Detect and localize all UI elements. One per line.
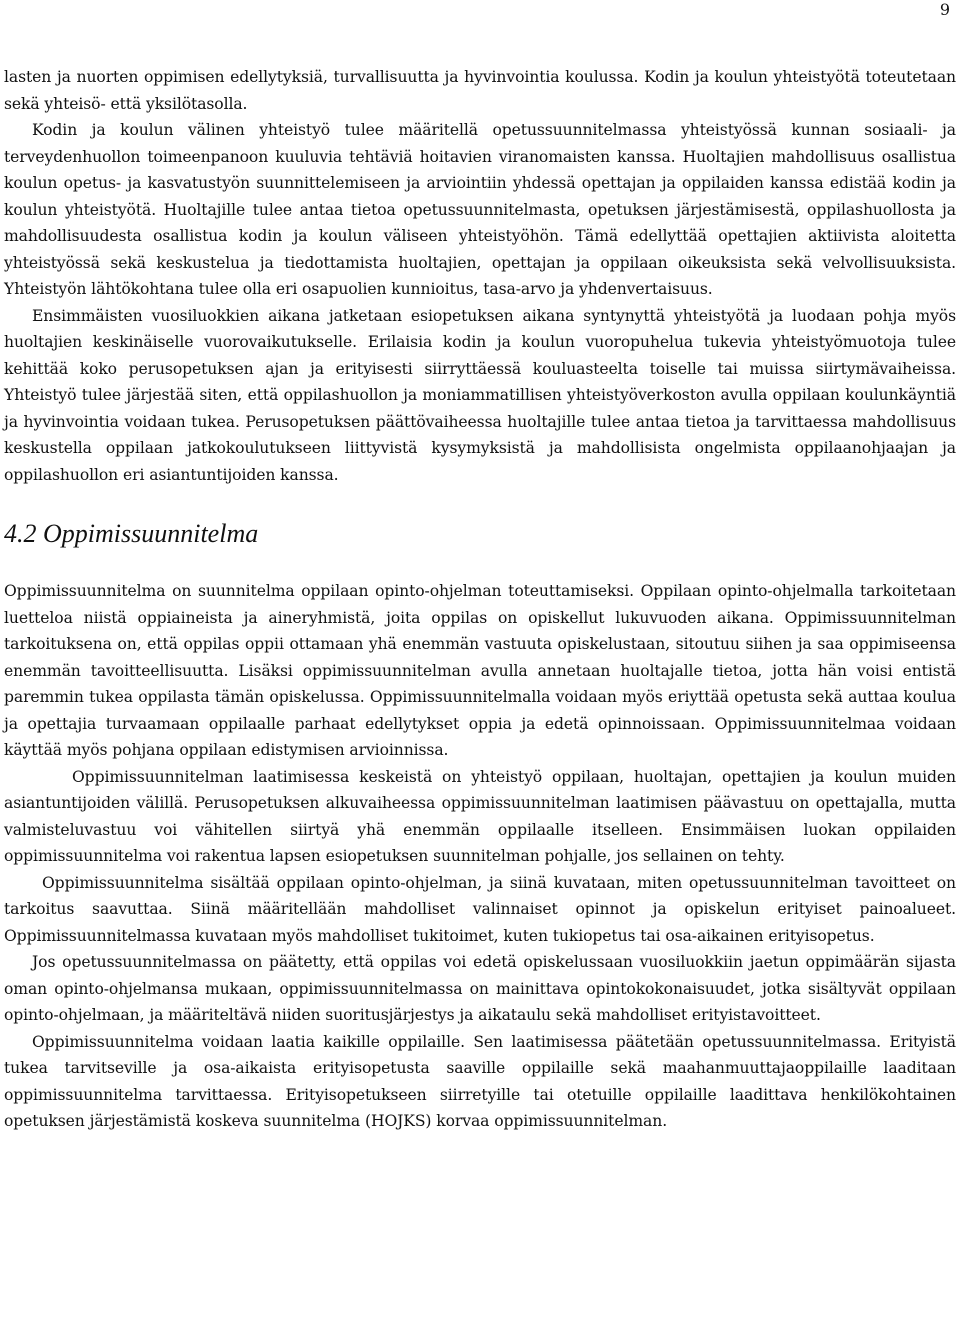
paragraph: lasten ja nuorten oppimisen edellytyksiä, turvallisuutta ja hyvinvointia koulussa. Kodin ja koulun yhteistyötä toteutetaan sekä yhteisö- että yksilötasolla. [4, 68, 956, 113]
paragraph: Ensimmäisten vuosiluokkien aikana jatketaan esiopetuksen aikana syntynyttä yhteistyötä ja luodaan pohja myös huoltajien keskinäiselle vuorovaikutukselle. Erilaisia kodin ja koulun vuoropuhelua tukevia yhteistyömuotoja tulee kehittää koko perusopetuksen ajan ja erityisesti siirryttäessä kouluasteelta toiselle tai muissa siirtymävaiheissa. Yhteistyö tulee järjestää siten, että oppilashuollon ja moniammatillisen yhteistyöverkoston avulla oppilaan koulunkäyntiä ja hyvinvointia voidaan tukea. Perusopetuksen päättövaiheessa huoltajille tulee antaa tietoa ja tarvittaessa mahdollisuus keskustella oppilaan jatkokoulutukseen liittyvistä kysymyksistä ja mahdollisista ongelmista oppilaanohjaajan ja oppilashuollon eri asiantuntijoiden kanssa. [4, 306, 956, 484]
document-body [4, 64, 956, 1135]
paragraph: Oppimissuunnitelman laatimisessa keskeistä on yhteistyö oppilaan, huoltajan, opettajien ja koulun muiden asiantuntijoiden välillä. Perusopetuksen alkuvaiheessa oppimissuunnitelman laatimisen päävastuu on opettajalla, mutta valmisteluvastuu voi vähitellen siirtyä yhä enemmän oppilaalle itselleen. Ensimmäisen luokan oppilaiden oppimissuunnitelma voi rakentua lapsen esiopetuksen suunnitelman pohjalle, jos sellainen on tehty. [4, 767, 956, 865]
paragraph: Oppimissuunnitelma voidaan laatia kaikille oppilaille. Sen laatimisessa päätetään opetussuunnitelmassa. Erityistä tukea tarvitseville ja osa-aikaista erityisopetusta saaville oppilaille sekä maahanmuuttajaoppilaille laaditaan oppimissuunnitelma tarvittaessa. Erityisopetukseen siirretyille tai otetuille oppilaille laadittava henkilökohtainen opetuksen järjestämistä koskeva suunnitelma (HOJKS) korvaa oppimissuunnitelman. [4, 1032, 956, 1130]
page-number: 9 [939, 0, 950, 19]
section-heading: 4.2 Oppimissuunnitelma [4, 519, 259, 548]
paragraph: Kodin ja koulun välinen yhteistyö tulee määritellä opetussuunnitelmassa yhteistyössä kunnan sosiaali- ja terveydenhuollon toimeenpanoon kuuluvia tehtäviä hoitavien viranomaisten kanssa. Huoltajien mahdollisuus osallistua koulun opetus- ja kasvatustyön suunnittelemiseen ja arviointiin yhdessä opettajan ja oppilaiden kanssa edistää kodin ja koulun yhteistyötä. Huoltajille tulee antaa tietoa opetussuunnitelmasta, opetuksen järjestämisestä, oppilashuollosta ja mahdollisuudesta osallistua kodin ja koulun väliseen yhteistyöhön. Tämä edellyttää opettajien aktiivista aloitetta yhteistyössä sekä keskustelua ja tiedottamista huoltajien, opettajan ja oppilaan oikeuksista sekä velvollisuuksista. Yhteistyön lähtökohtana tulee olla eri osapuolien kunnioitus, tasa-arvo ja yhdenvertaisuus. [4, 121, 956, 298]
paragraph: Oppimissuunnitelma on suunnitelma oppilaan opinto-ohjelman toteuttamiseksi. Oppilaan opinto-ohjelmalla tarkoitetaan luetteloa niistä oppiaineista ja aineryhmistä, joita oppilas on opiskellut lukuvuoden aikana. Oppimissuunnitelman tarkoituksena on, että oppilas oppii ottamaan yhä enemmän vastuuta opiskelustaan, sitoutuu siihen ja saa oppimiseensa enemmän tavoitteellisuutta. Lisäksi oppimissuunnitelman avulla annetaan huoltajalle tietoa, jotta hän voisi entistä paremmin tukea oppilasta tämän opiskelussa. Oppimissuunnitelmalla voidaan myös eriyttää opetusta sekä auttaa koulua ja opettajia turvaamaan oppilaalle parhaat edellytykset oppia ja edetä opinnoissaan. Oppimissuunnitelmaa voidaan käyttää myös pohjana oppilaan edistymisen arvioinnissa. [4, 582, 956, 759]
spacer [4, 554, 956, 578]
paragraph: Oppimissuunnitelma sisältää oppilaan opinto-ohjelman, ja siinä kuvataan, miten opetussuunnitelman tavoitteet on tarkoitus saavuttaa. Siinä määritellään mahdolliset valinnaiset opinnot ja opiskelun erityiset painoalueet. Oppimissuunnitelmassa kuvataan myös mahdolliset tukitoimet, kuten tukiopetus tai osa-aikainen erityisopetus. [4, 873, 956, 945]
paragraph: Jos opetussuunnitelmassa on päätetty, että oppilas voi edetä opiskelussaan vuosiluokkiin jaetun oppimäärän sijasta oman opinto-ohjelmansa mukaan, oppimissuunnitelmassa on mainittava opintokokonaisuudet, jotka sisältyvät oppilaan opinto-ohjelmaan, ja määriteltävä niiden suoritusjärjestys ja aikataulu sekä mahdolliset erityistavoitteet. [4, 953, 956, 1024]
